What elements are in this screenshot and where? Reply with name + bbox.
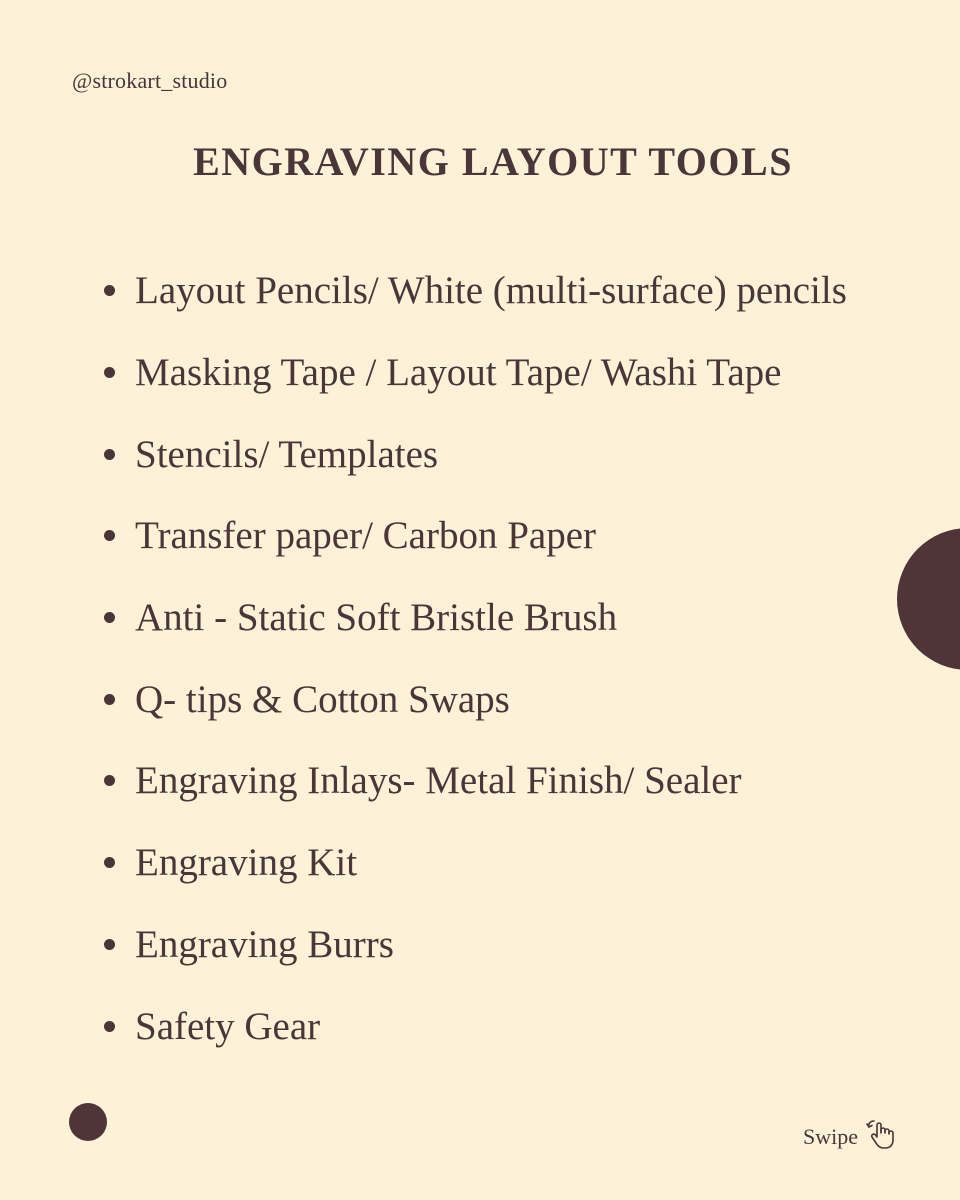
bullet-icon (104, 285, 115, 296)
decorative-half-circle (897, 528, 960, 670)
tool-label: Engraving Inlays- Metal Finish/ Sealer (135, 759, 742, 803)
tool-list (104, 250, 847, 1067)
tool-label: Safety Gear (135, 1004, 321, 1048)
list-item (104, 985, 847, 1067)
tool-label: Masking Tape / Layout Tape/ Washi Tape (135, 351, 782, 395)
list-item (104, 332, 847, 414)
tool-label: Engraving Burrs (135, 922, 394, 966)
bullet-icon (104, 694, 115, 705)
list-item (104, 904, 847, 986)
tool-label: Q- tips & Cotton Swaps (135, 677, 510, 721)
list-item (104, 495, 847, 577)
list-item (104, 577, 847, 659)
list-item (104, 413, 847, 495)
tool-label: Stencils/ Templates (135, 432, 439, 476)
decorative-dot (69, 1103, 107, 1141)
tool-label: Transfer paper/ Carbon Paper (135, 514, 597, 558)
tool-label: Layout Pencils/ White (multi-surface) pencils (135, 269, 847, 313)
bullet-icon (104, 1021, 115, 1032)
bullet-icon (104, 612, 115, 623)
bullet-icon (104, 857, 115, 868)
list-item (104, 740, 847, 822)
swipe-hint[interactable] (803, 1116, 900, 1158)
bullet-icon (104, 449, 115, 460)
hand-swipe-icon (864, 1116, 900, 1158)
bullet-icon (104, 367, 115, 378)
tool-label: Engraving Kit (135, 841, 358, 885)
list-item (104, 658, 847, 740)
account-handle: @strokart_studio (72, 68, 228, 93)
list-item (104, 250, 847, 332)
page-title: ENGRAVING LAYOUT TOOLS (193, 139, 793, 184)
bullet-icon (104, 530, 115, 541)
bullet-icon (104, 775, 115, 786)
swipe-label: Swipe (803, 1124, 858, 1149)
bullet-icon (104, 939, 115, 950)
tool-label: Anti - Static Soft Bristle Brush (135, 596, 618, 640)
list-item (104, 822, 847, 904)
